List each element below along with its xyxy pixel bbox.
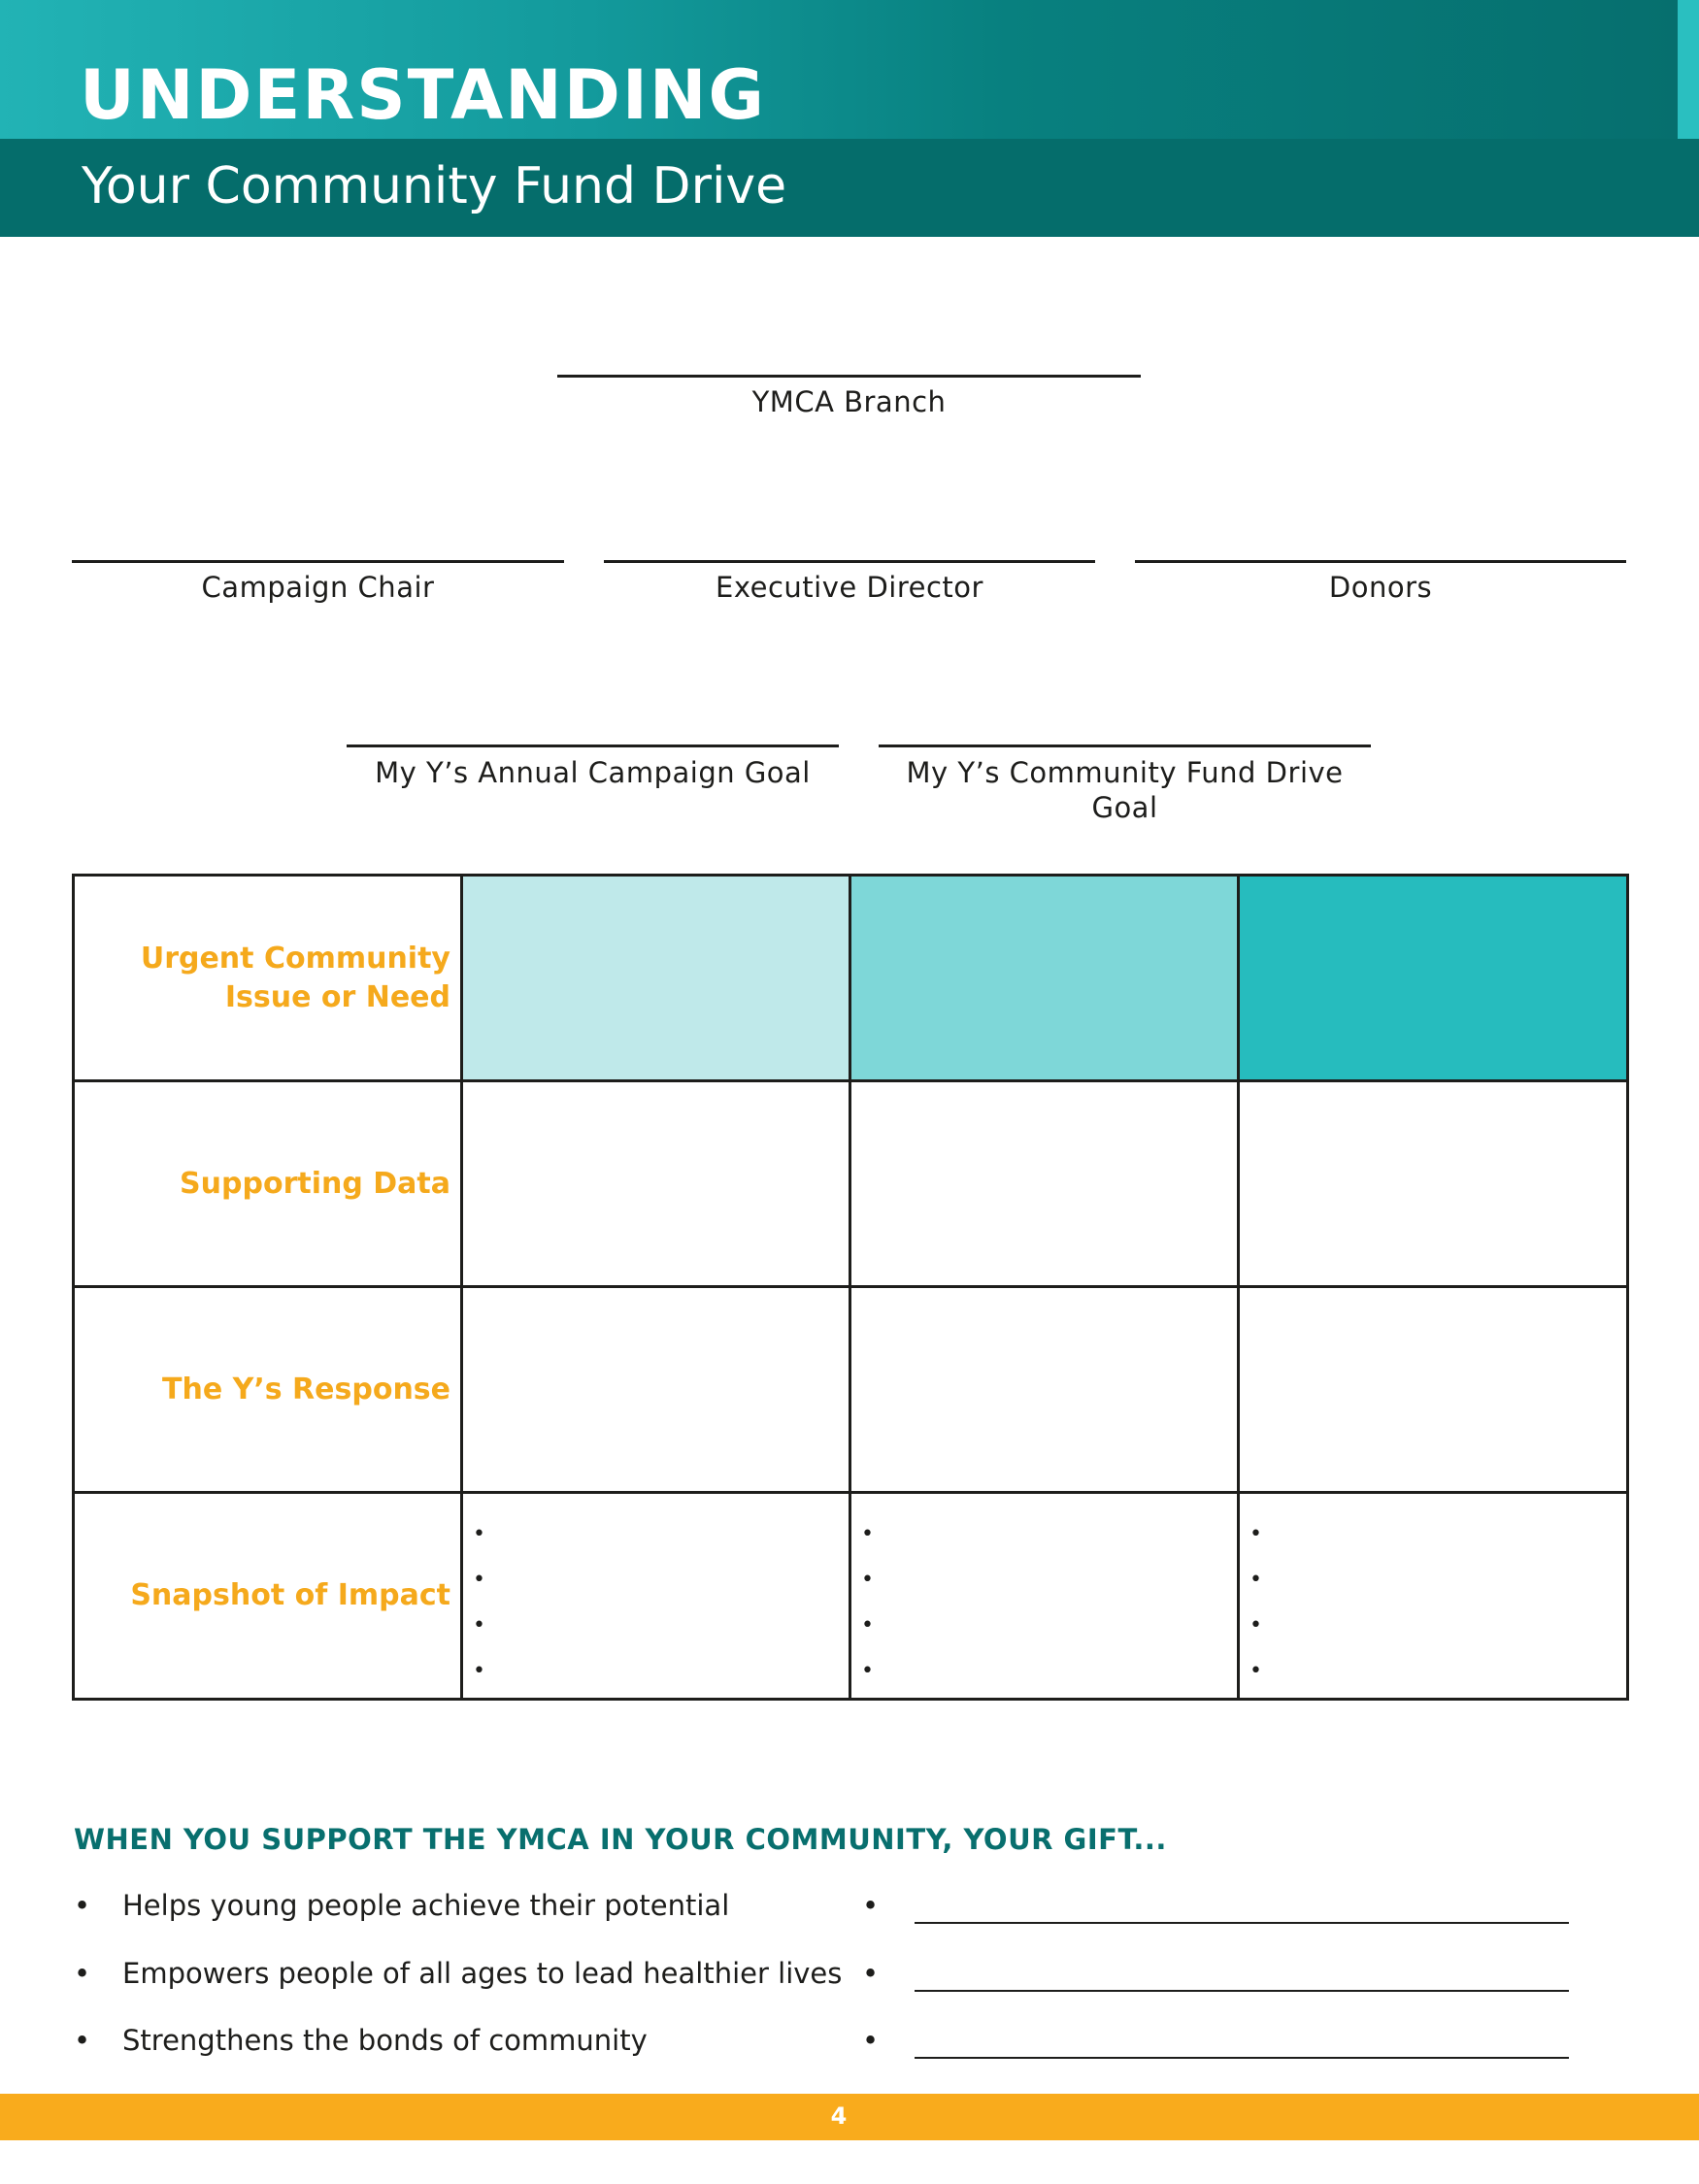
bullet-point: • — [862, 2024, 880, 2057]
gift-item-text: Empowers people of all ages to lead healthier lives — [122, 1957, 843, 1990]
snapshot-impact-cell-3[interactable] — [1239, 1493, 1628, 1700]
y-response-cell-3[interactable] — [1239, 1287, 1628, 1493]
page-title: UNDERSTANDING — [80, 55, 766, 135]
gift-list-item — [74, 1955, 842, 1992]
bullet-point: • — [74, 2024, 91, 2057]
community-need-grid — [72, 874, 1629, 1701]
supporting-data-cell-2[interactable] — [850, 1081, 1239, 1287]
bullet-point: • — [1249, 1659, 1262, 1683]
bullet-point: • — [861, 1659, 874, 1683]
row-header-urgent-need: Urgent Community Issue or Need — [74, 876, 462, 1081]
branch-fill-line[interactable] — [557, 375, 1141, 378]
fund-drive-goal-fill-line[interactable] — [879, 745, 1371, 747]
y-response-cell-1[interactable] — [462, 1287, 850, 1493]
supporting-data-cell-3[interactable] — [1239, 1081, 1628, 1287]
supporting-data-cell-1[interactable] — [462, 1081, 850, 1287]
row-header-y-response: The Y’s Response — [74, 1287, 462, 1493]
bullet-point: • — [74, 1957, 91, 1990]
annual-goal-fill-line[interactable] — [347, 745, 839, 747]
gift-blank-item[interactable] — [862, 1955, 1571, 1992]
snapshot-impact-cell-2[interactable] — [850, 1493, 1239, 1700]
executive-director-fill-line[interactable] — [604, 560, 1095, 563]
bullet-point: • — [1249, 1522, 1262, 1546]
urgent-need-cell-3[interactable] — [1239, 876, 1628, 1081]
branch-label: YMCA Branch — [751, 385, 947, 418]
header-accent-strip — [1678, 0, 1699, 139]
donors-fill-line[interactable] — [1135, 560, 1626, 563]
gift-blank-item[interactable] — [862, 2022, 1571, 2059]
bullet-point: • — [862, 1889, 880, 1922]
page-number: 4 — [830, 2102, 848, 2130]
gift-blank-item[interactable] — [862, 1887, 1571, 1924]
bullet-point: • — [1249, 1568, 1262, 1592]
bullet-point: • — [473, 1568, 485, 1592]
bullet-point: • — [473, 1522, 485, 1546]
row-header-supporting-data: Supporting Data — [74, 1081, 462, 1287]
gift-list-item — [74, 2022, 648, 2059]
fund-drive-goal-label: My Y’s Community Fund Drive Goal — [906, 756, 1344, 824]
support-heading: WHEN YOU SUPPORT THE YMCA IN YOUR COMMUNITY, YOUR GIFT... — [74, 1823, 1167, 1856]
y-response-cell-2[interactable] — [850, 1287, 1239, 1493]
campaign-chair-label: Campaign Chair — [201, 571, 435, 604]
page-subtitle: Your Community Fund Drive — [82, 157, 787, 215]
donors-label: Donors — [1328, 571, 1433, 604]
gift-list-item — [74, 1887, 729, 1924]
row-header-snapshot-impact: Snapshot of Impact — [74, 1493, 462, 1700]
bullet-point: • — [473, 1659, 485, 1683]
gift-item-text: Helps young people achieve their potential — [122, 1889, 730, 1922]
table-row — [74, 1287, 1628, 1493]
gift-item-text: Strengthens the bonds of community — [122, 2024, 648, 2057]
executive-director-label: Executive Director — [716, 571, 983, 604]
annual-goal-label: My Y’s Annual Campaign Goal — [375, 756, 811, 789]
bullet-point: • — [74, 1889, 91, 1922]
urgent-need-cell-1[interactable] — [462, 876, 850, 1081]
gift-fill-line[interactable] — [915, 1922, 1569, 1924]
snapshot-impact-cell-1[interactable] — [462, 1493, 850, 1700]
bullet-point: • — [1249, 1613, 1262, 1638]
gift-fill-line[interactable] — [915, 1990, 1569, 1992]
table-row — [74, 876, 1628, 1081]
campaign-chair-fill-line[interactable] — [72, 560, 564, 563]
gift-fill-line[interactable] — [915, 2057, 1569, 2059]
bullet-point: • — [861, 1613, 874, 1638]
urgent-need-cell-2[interactable] — [850, 876, 1239, 1081]
bullet-point: • — [861, 1522, 874, 1546]
table-row — [74, 1493, 1628, 1700]
bullet-point: • — [862, 1957, 880, 1990]
bullet-point: • — [473, 1613, 485, 1638]
bullet-point: • — [861, 1568, 874, 1592]
table-row — [74, 1081, 1628, 1287]
